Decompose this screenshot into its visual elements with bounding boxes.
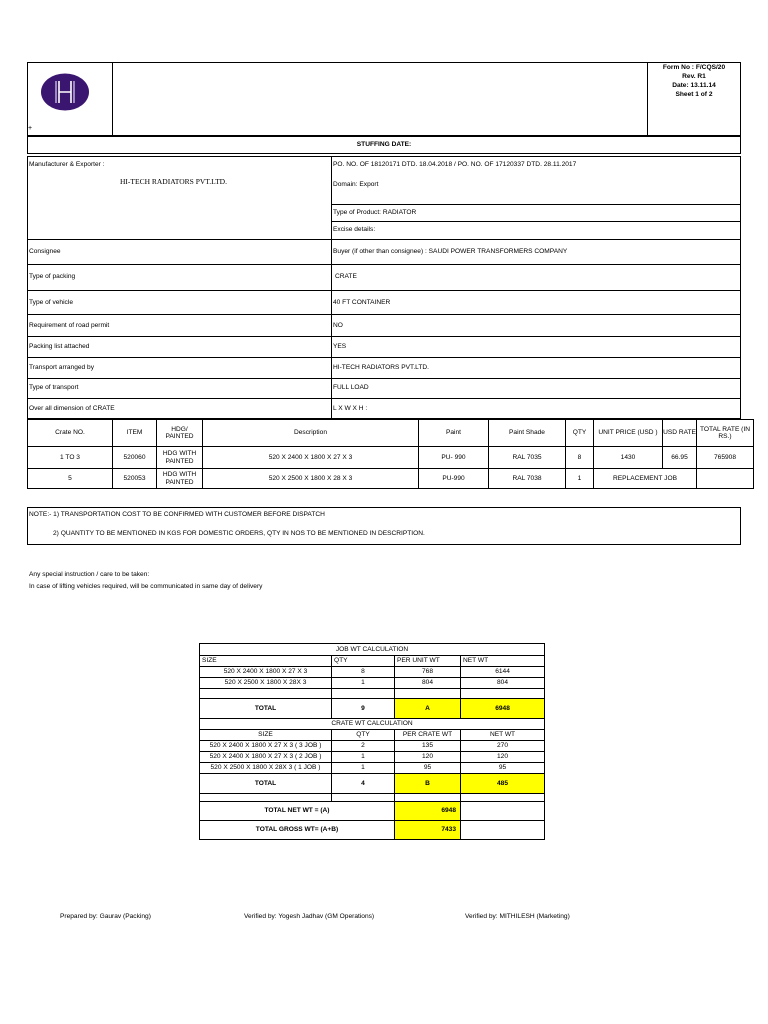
- col-header: TOTAL RATE (IN RS.): [697, 420, 754, 447]
- gross-wt-row: [200, 821, 545, 840]
- qty: 1: [566, 469, 594, 489]
- verified-by-operations: Verified by: Yogesh Jadhav (GM Operations): [244, 913, 375, 920]
- total-qty: 9: [332, 699, 395, 719]
- col-header: QTY: [332, 730, 395, 741]
- col-header: PER UNIT WT: [395, 656, 461, 667]
- qty: 2: [332, 741, 395, 752]
- divider: [331, 221, 741, 222]
- info-frame: [27, 156, 741, 419]
- row-value: Buyer (if other than consignee) : SAUDI POWER TRANSFORMERS COMPANY: [333, 248, 568, 255]
- hdg-painted: HDG WITH PAINTED: [157, 469, 203, 489]
- manufacturer-name: HI-TECH RADIATORS PVT.LTD.: [120, 177, 227, 186]
- divider: [27, 357, 741, 358]
- row-label: Type of vehicle: [29, 299, 73, 306]
- col-header: HDG/ PAINTED: [157, 420, 203, 447]
- total-letter: A: [395, 699, 461, 719]
- table-row: [200, 678, 545, 689]
- table-row: [28, 469, 754, 489]
- col-header: Paint: [419, 420, 489, 447]
- paint-shade: RAL 7038: [489, 469, 566, 489]
- table-row: [200, 667, 545, 678]
- total-letter: B: [395, 774, 461, 794]
- description: 520 X 2400 X 1800 X 27 X 3: [203, 447, 419, 469]
- product-type: Type of Product: RADIATOR: [333, 209, 417, 216]
- divider: [112, 62, 113, 136]
- col-header: NET WT: [461, 730, 545, 741]
- prepared-by: Prepared by: Gaurav (Packing): [60, 913, 151, 920]
- total-label: TOTAL: [200, 699, 332, 719]
- net-wt: 95: [461, 763, 545, 774]
- divider: [27, 378, 741, 379]
- size: 520 X 2400 X 1800 X 27 X 3: [200, 667, 332, 678]
- row-value: 40 FT CONTAINER: [333, 299, 391, 306]
- per-unit-wt: 768: [395, 667, 461, 678]
- table-row: [200, 741, 545, 752]
- divider: [27, 398, 741, 399]
- gross-wt-value: 7433: [395, 821, 461, 840]
- col-header: ITEM: [113, 420, 157, 447]
- row-label: Requirement of road permit: [29, 322, 110, 329]
- form-date: Date: 13.11.14: [672, 82, 716, 89]
- divider: [331, 156, 332, 419]
- plus-mark: +: [28, 125, 33, 132]
- excise-details: Excise details:: [333, 226, 376, 233]
- company-logo: [40, 72, 90, 112]
- per-crate-wt: 95: [395, 763, 461, 774]
- table-row: [28, 447, 754, 469]
- per-crate-wt: 120: [395, 752, 461, 763]
- row-label: Over all dimension of CRATE: [29, 405, 115, 412]
- manufacturer-label: Manufacturer & Exporter :: [29, 161, 105, 168]
- total-value: 6948: [461, 699, 545, 719]
- sheet-number: Sheet 1 of 2: [675, 91, 713, 98]
- stuffing-date-label: STUFFING DATE:: [356, 141, 412, 148]
- note-1: NOTE:- 1) TRANSPORTATION COST TO BE CONFIRMED WITH CUSTOMER BEFORE DISPATCH: [29, 511, 325, 518]
- item-code: 520060: [113, 447, 157, 469]
- weight-calc-table: [199, 643, 545, 840]
- net-wt: 804: [461, 678, 545, 689]
- divider: [27, 264, 741, 265]
- paint-shade: RAL 7035: [489, 447, 566, 469]
- qty: 1: [332, 763, 395, 774]
- per-crate-wt: 135: [395, 741, 461, 752]
- row-value: FULL LOAD: [333, 384, 369, 391]
- job-total-row: [200, 699, 545, 719]
- row-value: YES: [333, 343, 347, 350]
- header-frame: [27, 62, 741, 136]
- divider: [331, 204, 741, 205]
- paint: PU-990: [419, 469, 489, 489]
- divider: [27, 336, 741, 337]
- col-header: SIZE: [200, 656, 332, 667]
- row-label: Packing list attached: [29, 343, 90, 350]
- crate-calc-title: CRATE WT CALCULATION: [200, 719, 545, 730]
- table-header-row: [28, 420, 754, 447]
- row-value: HI-TECH RADIATORS PVT.LTD.: [333, 364, 429, 371]
- row-value: L X W X H :: [333, 405, 368, 412]
- verified-by-marketing: Verified by: MITHILESH (Marketing): [465, 913, 570, 920]
- row-value: CRATE: [335, 273, 357, 280]
- net-wt-value: 6948: [395, 802, 461, 821]
- hdg-painted: HDG WITH PAINTED: [157, 447, 203, 469]
- usd-rate: 66.95: [663, 447, 697, 469]
- col-header: QTY: [332, 656, 395, 667]
- items-table: [27, 419, 754, 489]
- note-2: 2) QUANTITY TO BE MENTIONED IN KGS FOR DOMESTIC ORDERS, QTY IN NOS TO BE MENTIONED IN DESCRIPTION.: [53, 530, 425, 537]
- divider: [27, 239, 741, 240]
- row-label: Type of transport: [29, 384, 79, 391]
- size: 520 X 2500 X 1800 X 28X 3: [200, 678, 332, 689]
- replacement-note: REPLACEMENT JOB: [594, 469, 697, 489]
- qty: 8: [332, 667, 395, 678]
- job-calc-title: JOB WT CALCULATION: [200, 644, 545, 656]
- gross-wt-label: TOTAL GROSS WT= (A+B): [200, 821, 395, 840]
- size: 520 X 2400 X 1800 X 27 X 3 ( 3 JOB ): [200, 741, 332, 752]
- col-header: QTY: [566, 420, 594, 447]
- table-row: [200, 763, 545, 774]
- crate-no: 5: [28, 469, 113, 489]
- special-instruction: Any special instruction / care to be taken:: [29, 571, 150, 578]
- description: 520 X 2500 X 1800 X 28 X 3: [203, 469, 419, 489]
- revision: Rev. R1: [682, 73, 706, 80]
- row-value: NO: [333, 322, 343, 329]
- total-qty: 4: [332, 774, 395, 794]
- net-wt-row: [200, 802, 545, 821]
- total-rate-empty: [697, 469, 754, 489]
- net-wt: 120: [461, 752, 545, 763]
- total-rate: 765908: [697, 447, 754, 469]
- size: 520 X 2500 X 1800 X 28X 3 ( 1 JOB ): [200, 763, 332, 774]
- unit-price: 1430: [594, 447, 663, 469]
- item-code: 520053: [113, 469, 157, 489]
- row-label: Consignee: [29, 248, 61, 255]
- col-header: Crate NO.: [28, 420, 113, 447]
- col-header: SIZE: [200, 730, 332, 741]
- col-header: PER CRATE WT: [395, 730, 461, 741]
- per-unit-wt: 804: [395, 678, 461, 689]
- net-wt-label: TOTAL NET WT = (A): [200, 802, 395, 821]
- form-number: Form No : F/CQS/20: [662, 64, 726, 71]
- divider: [27, 314, 741, 315]
- col-header: UNIT PRICE (USD ): [594, 420, 663, 447]
- row-label: Transport arranged by: [29, 364, 94, 371]
- crate-total-row: [200, 774, 545, 794]
- net-wt: 270: [461, 741, 545, 752]
- total-value: 485: [461, 774, 545, 794]
- table-row: [200, 752, 545, 763]
- po-number: PO. NO. OF 18120171 DTD. 18.04.2018 / PO. NO. OF 17120337 DTD. 28.11.2017: [333, 161, 577, 168]
- total-label: TOTAL: [200, 774, 332, 794]
- qty: 1: [332, 752, 395, 763]
- domain: Domain: Export: [333, 181, 379, 188]
- divider: [27, 290, 741, 291]
- row-label: Type of packing: [29, 273, 76, 280]
- crate-no: 1 TO 3: [28, 447, 113, 469]
- size: 520 X 2400 X 1800 X 27 X 3 ( 2 JOB ): [200, 752, 332, 763]
- col-header: Description: [203, 420, 419, 447]
- qty: 1: [332, 678, 395, 689]
- col-header: USD RATE: [663, 420, 697, 447]
- qty: 8: [566, 447, 594, 469]
- col-header: Paint Shade: [489, 420, 566, 447]
- special-instruction-detail: In case of lifting vehicles required, will be communicated in same day of delivery: [29, 583, 263, 590]
- net-wt: 6144: [461, 667, 545, 678]
- col-header: NET WT: [461, 656, 545, 667]
- paint: PU- 990: [419, 447, 489, 469]
